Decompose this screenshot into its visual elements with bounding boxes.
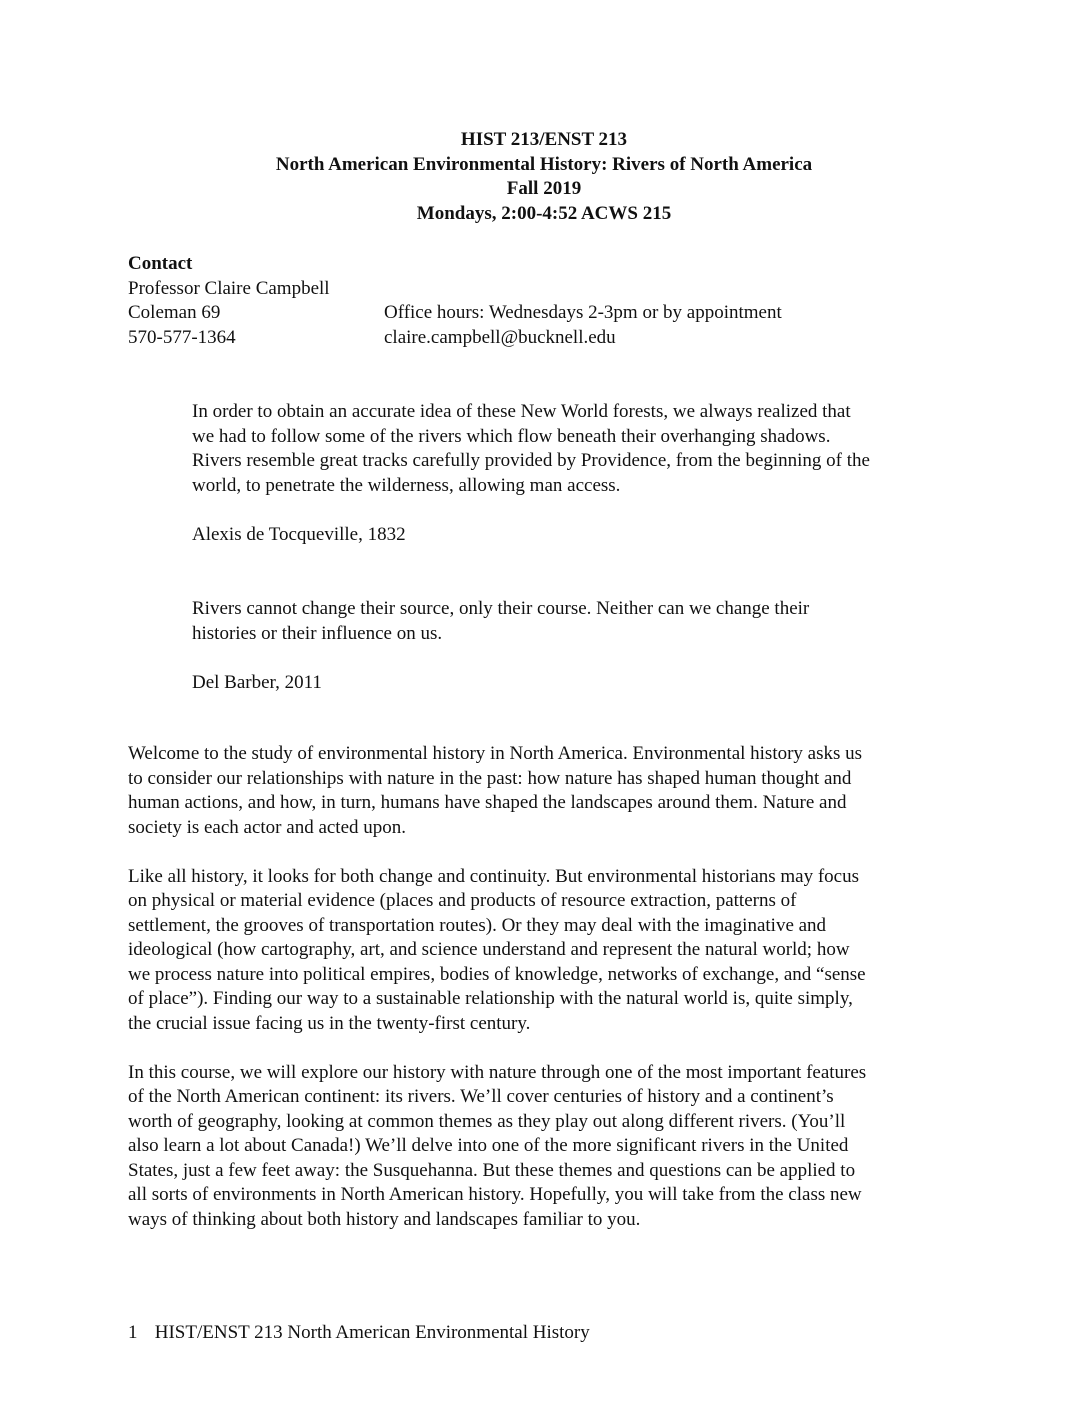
contact-row-phone — [128, 326, 968, 351]
epigraph-line: world, to penetrate the wilderness, allowing man access. — [192, 474, 621, 496]
paragraph-line: also learn a lot about Canada!) We’ll delve into one of the more significant rivers in the United — [128, 1135, 849, 1156]
epigraph-line: we had to follow some of the rivers which flow beneath their overhanging shadows. — [192, 425, 831, 447]
page-footer — [128, 1321, 590, 1346]
epigraph-tocqueville — [192, 400, 972, 547]
phone-number: 570-577-1364 — [128, 326, 236, 348]
intro-paragraph — [128, 1061, 968, 1233]
email-address: claire.campbell@bucknell.edu — [384, 326, 616, 348]
contact-heading: Contact — [128, 253, 193, 274]
paragraph-line: ways of thinking about both history and landscapes familiar to you. — [128, 1208, 641, 1230]
office-location: Coleman 69 — [128, 302, 221, 323]
professor-name: Professor Claire Campbell — [128, 277, 330, 299]
epigraph-text — [192, 400, 972, 498]
course-schedule: Mondays, 2:00-4:52 ACWS 215 — [416, 202, 672, 224]
epigraph-attribution: Alexis de Tocqueville, 1832 — [192, 523, 406, 545]
paragraph-line: Welcome to the study of environmental history in North America. Environmental history asks us — [128, 743, 863, 764]
epigraph-line: Rivers resemble great tracks carefully provided by Providence, from the beginning of the — [192, 450, 870, 471]
paragraph-line: Like all history, it looks for both change and continuity. But environmental historians may focus — [128, 865, 860, 887]
paragraph-line: society is each actor and acted upon. — [128, 816, 407, 838]
epigraph-attribution: Del Barber, 2011 — [192, 671, 322, 693]
course-term: Fall 2019 — [506, 178, 582, 199]
paragraph-line: we process nature into political empires, bodies of knowledge, networks of exchange, and “sense — [128, 963, 866, 985]
epigraph-line: histories or their influence on us. — [192, 622, 443, 644]
paragraph-line: In this course, we will explore our history with nature through one of the most important features — [128, 1061, 867, 1083]
epigraph-barber — [192, 597, 972, 695]
course-code: HIST 213/ENST 213 — [460, 129, 628, 150]
contact-row-office — [128, 301, 968, 326]
paragraph-line: ideological (how cartography, art, and science understand and represent the natural world; how — [128, 939, 850, 960]
course-introduction — [128, 742, 968, 1257]
office-hours: Office hours: Wednesdays 2-3pm or by appointment — [384, 302, 782, 323]
paragraph-line: human actions, and how, in turn, humans have shaped the landscapes around them. Nature and — [128, 792, 847, 813]
paragraph-line: to consider our relationships with nature in the past: how nature has shaped human thought and — [128, 767, 852, 789]
intro-paragraph — [128, 865, 968, 1037]
course-title: North American Environmental History: Rivers of North America — [275, 153, 813, 175]
paragraph-line: settlement, the grooves of transportation routes). Or they may deal with the imaginative and — [128, 914, 827, 936]
paragraph-line: States, just a few feet away: the Susquehanna. But these themes and questions can be applied to — [128, 1159, 856, 1181]
intro-paragraph — [128, 742, 968, 840]
paragraph-line: worth of geography, looking at common themes as they play out along different rivers. (You’ll — [128, 1110, 846, 1132]
epigraph-line: In order to obtain an accurate idea of these New World forests, we always realized that — [192, 401, 851, 422]
epigraph-text — [192, 597, 972, 646]
contact-section — [128, 252, 968, 350]
running-title: HIST/ENST 213 North American Environmental History — [154, 1322, 590, 1343]
paragraph-line: of the North American continent: its rivers. We’ll cover centuries of history and a continent’s — [128, 1086, 834, 1107]
paragraph-line: on physical or material evidence (places and products of resource extraction, patterns of — [128, 890, 797, 911]
paragraph-line: all sorts of environments in North American history. Hopefully, you will take from the class new — [128, 1184, 862, 1205]
course-header — [0, 128, 1088, 226]
paragraph-line: of place”). Finding our way to a sustainable relationship with the natural world is, quite simply, — [128, 988, 853, 1009]
paragraph-line: the crucial issue facing us in the twenty-first century. — [128, 1012, 531, 1034]
epigraph-line: Rivers cannot change their source, only their course. Neither can we change their — [192, 598, 810, 619]
contact-row-professor — [128, 277, 968, 302]
page-number: 1 — [128, 1322, 138, 1343]
